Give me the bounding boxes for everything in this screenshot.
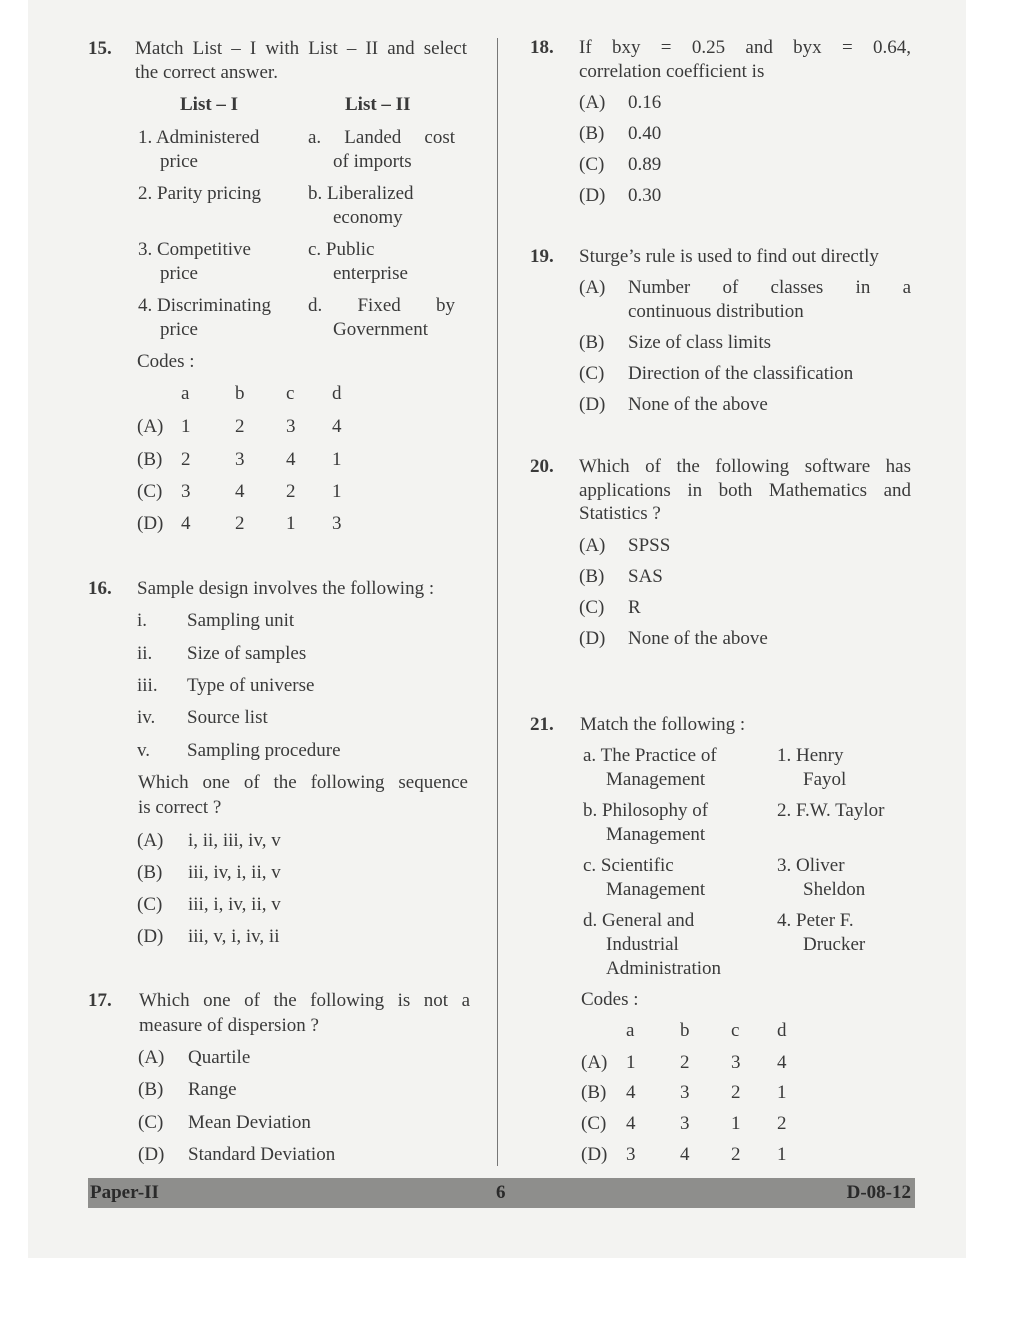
option-text: Mean Deviation [188,1112,311,1133]
list2-item: enterprise [333,263,408,284]
question-text: measure of dispersion ? [139,1015,319,1036]
question-number: 17. [88,990,112,1011]
item-text: Source list [187,707,268,728]
left-item: Management [606,769,706,790]
right-item: 2. F.W. Taylor [777,800,885,821]
option-text: iii, iv, i, ii, v [188,862,281,883]
list2-header: List – II [345,94,411,115]
option-text: None of the above [628,628,768,649]
question-text: If bxy = 0.25 and byx = 0.64, [579,37,911,58]
item-label: iv. [137,707,156,728]
code-value: 3 [332,513,342,534]
list2-item: b. Liberalized [308,183,414,204]
option-text: None of the above [628,394,768,415]
item-text: Sampling procedure [187,740,341,761]
list2-item: of imports [333,151,412,172]
list1-item: 2. Parity pricing [138,183,261,204]
codes-header: d [332,383,342,404]
option-label: (D) [579,185,606,206]
codes-header: a [181,383,190,404]
code-value: 2 [286,481,296,502]
code-value: 2 [777,1113,787,1134]
code-value: 2 [731,1082,741,1103]
option-label: (C) [579,597,605,618]
option-label: (D) [137,926,164,947]
code-value: 1 [777,1144,787,1165]
codes-header: b [680,1020,690,1041]
code-value: 2 [235,513,245,534]
list2-item: economy [333,207,403,228]
question-text: the correct answer. [135,62,278,83]
option-text: 0.40 [628,123,662,144]
column-divider [497,38,498,1166]
left-item: a. The Practice of [583,745,717,766]
option-label: (A) [137,416,164,437]
question-text: Sample design involves the following : [137,578,435,599]
list2-item: Government [333,319,428,340]
page-number: 6 [496,1182,506,1203]
option-label: (C) [579,154,605,175]
right-item: 3. Oliver [777,855,845,876]
option-label: (C) [137,894,163,915]
list2-item: a. Landed cost [308,127,455,148]
codes-header: a [626,1020,635,1041]
option-label: (D) [138,1144,165,1165]
option-label: (C) [581,1113,607,1134]
option-label: (B) [137,862,163,883]
codes-label: Codes : [581,989,639,1010]
right-item: Fayol [803,769,847,790]
paper-code: D-08-12 [846,1182,911,1203]
left-item: Management [606,824,706,845]
question-text: Match List – I with List – II and select [135,38,467,59]
code-value: 2 [181,449,191,470]
option-label: (A) [579,92,606,113]
code-value: 3 [731,1052,741,1073]
code-value: 3 [286,416,296,437]
option-text: Direction of the classification [628,363,854,384]
code-value: 3 [626,1144,636,1165]
code-value: 1 [181,416,191,437]
item-label: iii. [137,675,158,696]
question-text: applications in both Mathematics and [579,480,911,501]
option-label: (A) [579,277,606,298]
code-value: 4 [332,416,342,437]
option-text: iii, i, iv, ii, v [188,894,281,915]
right-item: 1. Henry [777,745,844,766]
right-item: 4. Peter F. [777,910,854,931]
codes-header: d [777,1020,787,1041]
left-item: d. General and [583,910,695,931]
code-value: 2 [731,1144,741,1165]
option-text: 0.89 [628,154,662,175]
question-number: 16. [88,578,112,599]
codes-header: c [286,383,295,404]
list1-item: 3. Competitive [138,239,251,260]
codes-header: c [731,1020,740,1041]
codes-header: b [235,383,245,404]
code-value: 4 [680,1144,690,1165]
list1-item: price [160,319,198,340]
option-text: SAS [628,566,663,587]
code-value: 2 [680,1052,690,1073]
list1-item: price [160,151,198,172]
item-text: Type of universe [187,675,315,696]
option-text: SPSS [628,535,671,556]
codes-label: Codes : [137,351,195,372]
left-item: b. Philosophy of [583,800,709,821]
code-value: 2 [235,416,245,437]
code-value: 4 [626,1113,636,1134]
option-text: Number of classes in a [628,277,911,298]
question-text: Match the following : [580,714,746,735]
question-text: Which of the following software has [579,456,911,477]
option-text: continuous distribution [628,301,804,322]
question-text: Sturge’s rule is used to find out directly [579,246,879,267]
list2-item: d. Fixed by [308,295,455,316]
right-item: Sheldon [803,879,866,900]
option-label: (D) [579,628,606,649]
option-text: Size of class limits [628,332,772,353]
right-item: Drucker [803,934,866,955]
left-item: c. Scientific [583,855,674,876]
option-label: (B) [137,449,163,470]
question-text: is correct ? [138,797,222,818]
option-label: (D) [579,394,606,415]
option-text: 0.30 [628,185,662,206]
question-number: 15. [88,38,112,59]
code-value: 1 [777,1082,787,1103]
left-item: Administration [606,958,722,979]
item-label: i. [137,610,148,631]
paper-label: Paper-II [90,1182,159,1203]
left-item: Management [606,879,706,900]
option-label: (B) [581,1082,607,1103]
option-label: (A) [137,830,164,851]
question-number: 18. [530,37,554,58]
option-label: (D) [581,1144,608,1165]
page-footer [88,1178,915,1208]
question-number: 21. [530,714,554,735]
option-label: (B) [138,1079,164,1100]
code-value: 3 [181,481,191,502]
option-text: i, ii, iii, iv, v [188,830,281,851]
code-value: 1 [286,513,296,534]
question-number: 19. [530,246,554,267]
option-text: Quartile [188,1047,251,1068]
code-value: 3 [680,1113,690,1134]
item-text: Size of samples [187,643,307,664]
option-label: (C) [138,1112,164,1133]
code-value: 4 [181,513,191,534]
list1-item: price [160,263,198,284]
code-value: 3 [680,1082,690,1103]
option-text: 0.16 [628,92,662,113]
code-value: 1 [332,449,342,470]
code-value: 4 [626,1082,636,1103]
left-item: Industrial [606,934,679,955]
question-text: Which one of the following is not a [139,990,470,1011]
list1-header: List – I [180,94,239,115]
option-label: (B) [579,332,605,353]
option-text: Standard Deviation [188,1144,336,1165]
question-text: Which one of the following sequence [138,772,468,793]
code-value: 4 [286,449,296,470]
option-label: (C) [137,481,163,502]
code-value: 1 [332,481,342,502]
list1-item: 4. Discriminating [138,295,271,316]
list1-item: 1. Administered [138,127,260,148]
code-value: 3 [235,449,245,470]
question-text: correlation coefficient is [579,61,765,82]
code-value: 1 [626,1052,636,1073]
item-label: v. [137,740,151,761]
code-value: 4 [777,1052,787,1073]
item-label: ii. [137,643,153,664]
option-label: (B) [579,566,605,587]
option-label: (B) [579,123,605,144]
question-text: Statistics ? [579,503,661,524]
option-text: Range [188,1079,237,1100]
option-label: (A) [138,1047,165,1068]
option-label: (A) [581,1052,608,1073]
option-text: R [628,597,641,618]
code-value: 1 [731,1113,741,1134]
option-text: iii, v, i, iv, ii [188,926,280,947]
option-label: (A) [579,535,606,556]
question-number: 20. [530,456,554,477]
option-label: (C) [579,363,605,384]
item-text: Sampling unit [187,610,295,631]
code-value: 4 [235,481,245,502]
list2-item: c. Public [308,239,375,260]
option-label: (D) [137,513,164,534]
